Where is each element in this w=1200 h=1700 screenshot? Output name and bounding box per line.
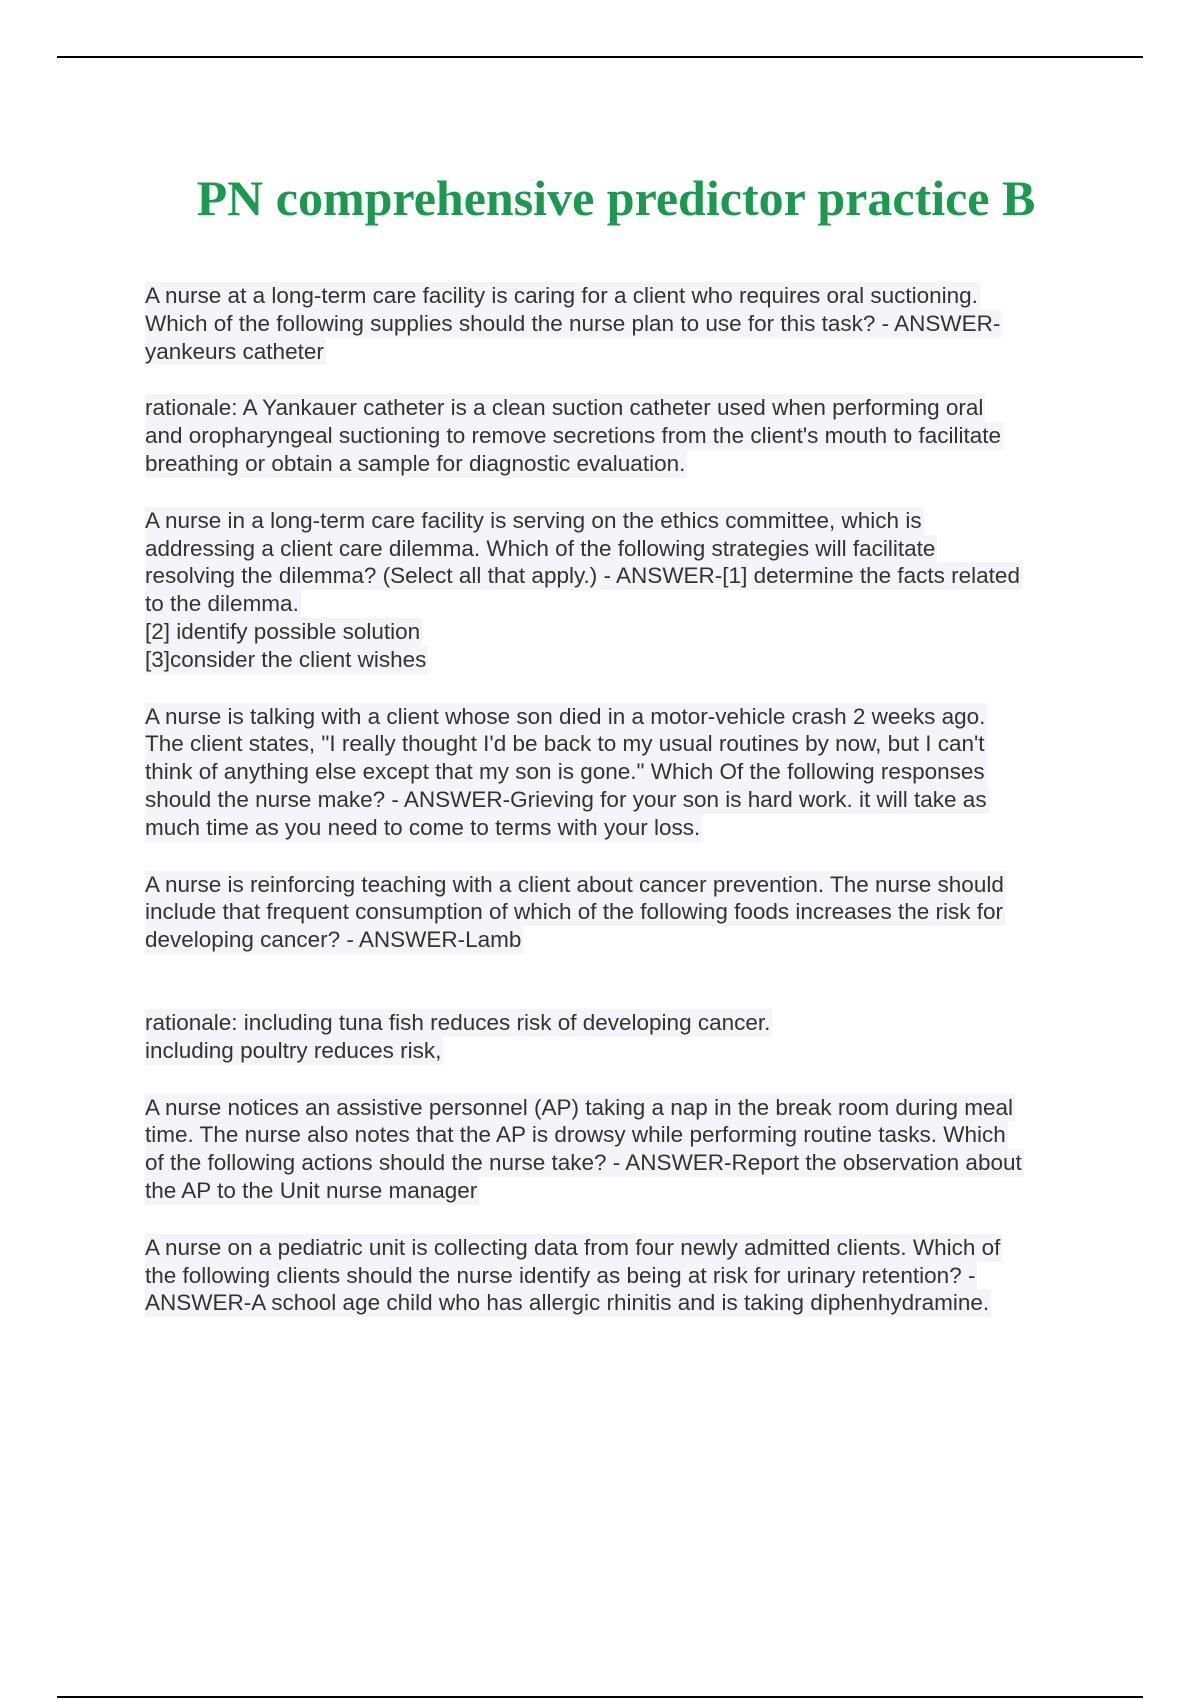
- text-line: of the following actions should the nurse take? - ANSWER-Report the observation about: [145, 1150, 1022, 1176]
- text-line: addressing a client care dilemma. Which of the following strategies will facilitate: [145, 535, 936, 561]
- question-paragraph: [145, 1234, 1090, 1317]
- question-paragraph: [145, 507, 1090, 674]
- text-line: A nurse on a pediatric unit is collecting data from four newly admitted clients. Which of: [145, 1234, 1001, 1260]
- text-line: [2] identify possible solution: [145, 618, 421, 644]
- bottom-horizontal-rule: [57, 1696, 1143, 1698]
- text-line: include that frequent consumption of which of the following foods increases the risk for: [145, 899, 1003, 925]
- question-paragraph: [145, 703, 1090, 842]
- text-line: including poultry reduces risk,: [145, 1037, 442, 1063]
- text-line: rationale: including tuna fish reduces risk of developing cancer.: [145, 1009, 771, 1035]
- top-horizontal-rule: [57, 56, 1143, 58]
- text-line: the following clients should the nurse identify as being at risk for urinary retention? -: [145, 1262, 976, 1288]
- text-line: should the nurse make? - ANSWER-Grieving for your son is hard work. it will take as: [145, 786, 987, 812]
- text-line: resolving the dilemma? (Select all that apply.) - ANSWER-[1] determine the facts related: [145, 563, 1020, 589]
- text-line: the AP to the Unit nurse manager: [145, 1177, 478, 1203]
- text-line: rationale: A Yankauer catheter is a clean suction catheter used when performing oral: [145, 395, 984, 421]
- rationale-paragraph: [145, 1009, 1090, 1065]
- text-line: Which of the following supplies should the nurse plan to use for this task? - ANSWER-: [145, 310, 1001, 336]
- text-line: A nurse notices an assistive personnel (AP) taking a nap in the break room during meal: [145, 1094, 1013, 1120]
- text-line: breathing or obtain a sample for diagnostic evaluation.: [145, 450, 686, 476]
- document-body: [145, 282, 1090, 1346]
- document-title: PN comprehensive predictor practice B: [196, 170, 1036, 226]
- text-line: think of anything else except that my son is gone." Which Of the following responses: [145, 759, 985, 785]
- question-paragraph: [145, 282, 1090, 365]
- text-line: A nurse in a long-term care facility is serving on the ethics committee, which is: [145, 507, 922, 533]
- text-line: developing cancer? - ANSWER-Lamb: [145, 927, 522, 953]
- question-paragraph: [145, 871, 1090, 954]
- rationale-paragraph: [145, 394, 1090, 477]
- text-line: time. The nurse also notes that the AP is drowsy while performing routine tasks. Which: [145, 1122, 1006, 1148]
- text-line: A nurse is reinforcing teaching with a client about cancer prevention. The nurse should: [145, 871, 1004, 897]
- text-line: The client states, "I really thought I'd be back to my usual routines by now, but I can't: [145, 731, 985, 757]
- question-paragraph: [145, 1094, 1090, 1205]
- text-line: A nurse is talking with a client whose son died in a motor-vehicle crash 2 weeks ago.: [145, 703, 986, 729]
- text-line: A nurse at a long-term care facility is caring for a client who requires oral suctioning.: [145, 283, 978, 308]
- text-line: much time as you need to come to terms with your loss.: [145, 814, 701, 840]
- text-line: to the dilemma.: [145, 591, 299, 617]
- text-line: ANSWER-A school age child who has allergic rhinitis and is taking diphenhydramine.: [145, 1290, 990, 1316]
- text-line: and oropharyngeal suctioning to remove secretions from the client's mouth to facilitate: [145, 423, 1001, 449]
- text-line: [3]consider the client wishes: [145, 646, 427, 672]
- text-line: yankeurs catheter: [145, 338, 324, 364]
